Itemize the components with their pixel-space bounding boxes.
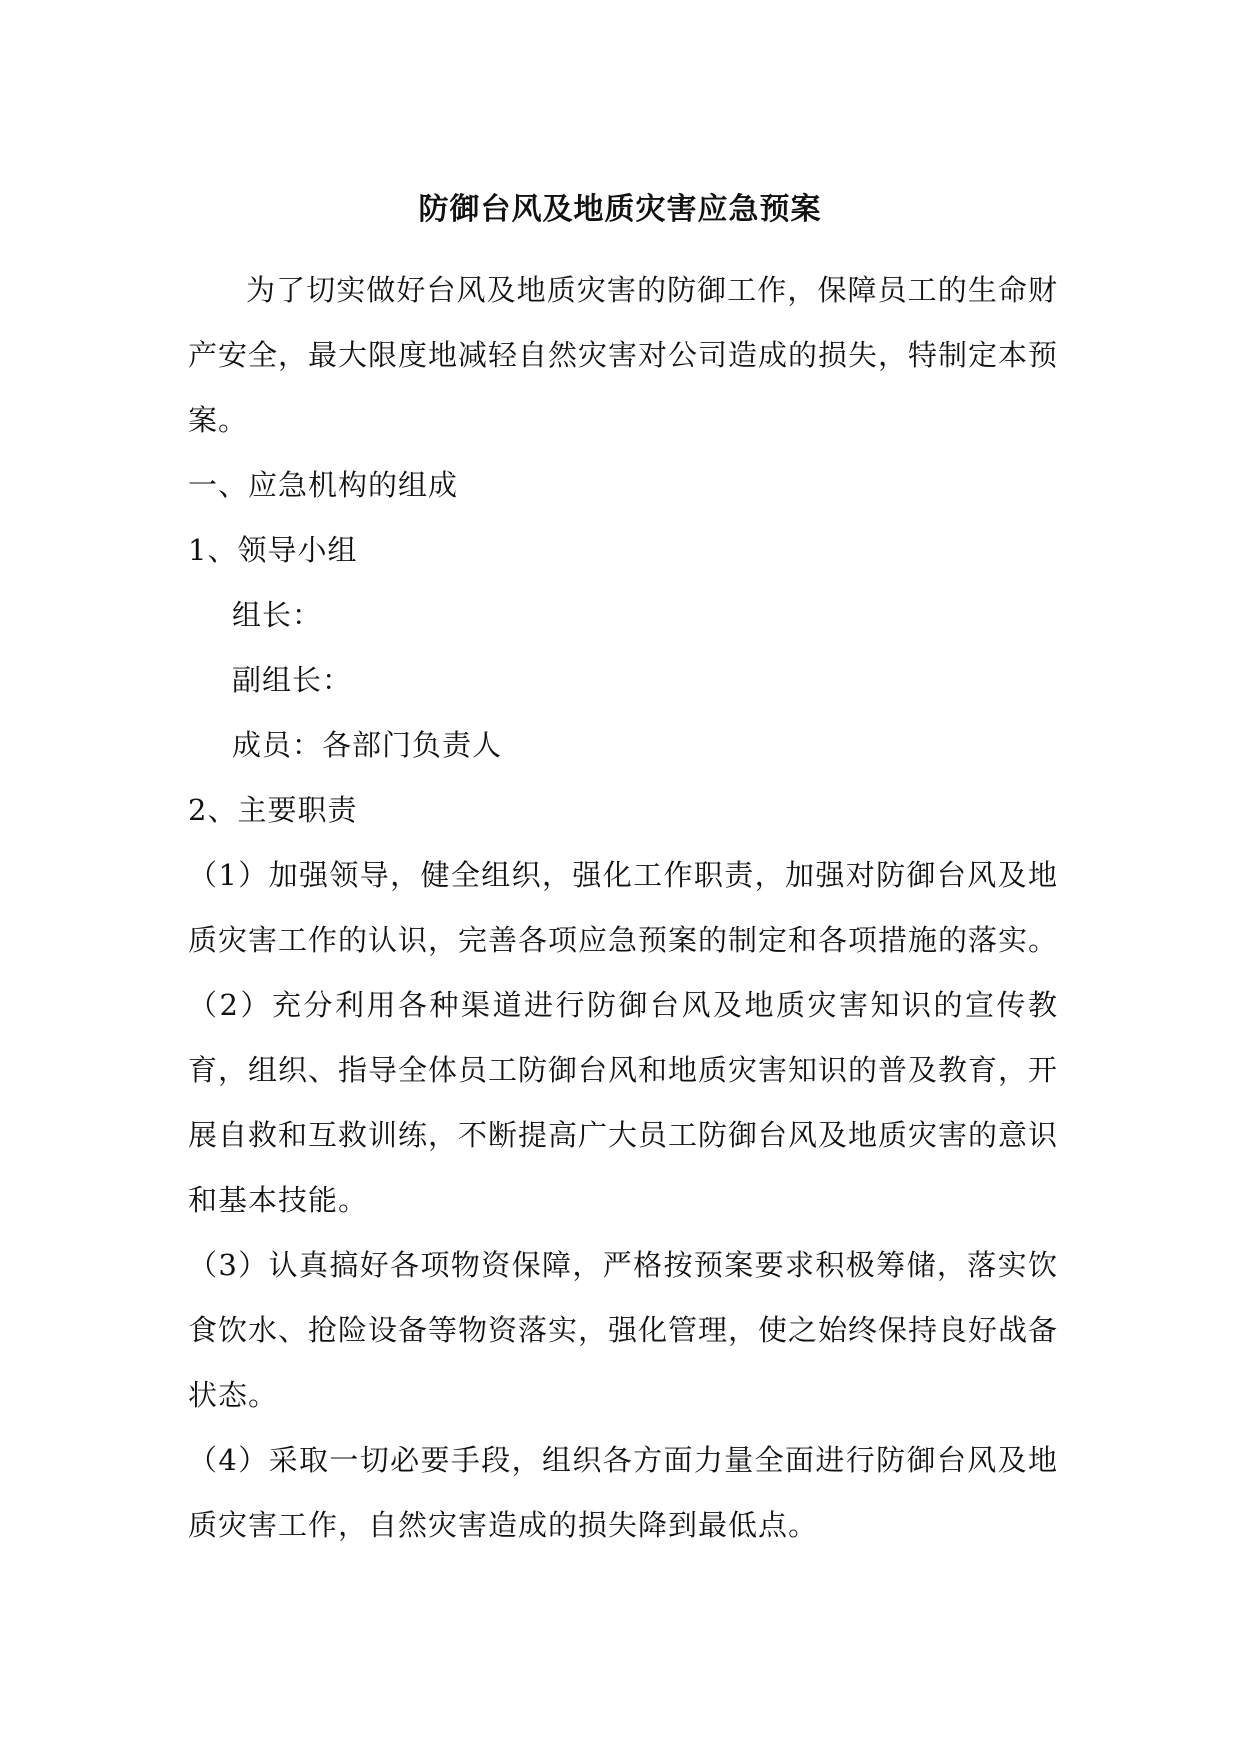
- intro-paragraph: 为了切实做好台风及地质灾害的防御工作，保障员工的生命财产安全，最大限度地减轻自然灾害对公司造成的损失，特制定本预案。: [188, 273, 1059, 437]
- subsection-heading-leadership-group: 1、领导小组: [188, 533, 358, 567]
- duty-item-1: （1）加强领导，健全组织，强化工作职责，加强对防御台风及地质灾害工作的认识，完善各项应急预案的制定和各项措施的落实。: [188, 858, 1059, 957]
- duty-item-3: （3）认真搞好各项物资保障，严格按预案要求积极筹储，落实饮食饮水、抢险设备等物资落实，强化管理，使之始终保持良好战备状态。: [188, 1248, 1059, 1412]
- document-body: [188, 258, 1058, 1558]
- duty-item-2: （2）充分利用各种渠道进行防御台风及地质灾害知识的宣传教育，组织、指导全体员工防御台风和地质灾害知识的普及教育，开展自救和互救训练，不断提高广大员工防御台风及地质灾害的意识和基本技能。: [188, 988, 1059, 1217]
- section-heading-organization: 一、应急机构的组成: [188, 468, 459, 502]
- duty-item-4: （4）采取一切必要手段，组织各方面力量全面进行防御台风及地质灾害工作，自然灾害造成的损失降到最低点。: [188, 1443, 1058, 1542]
- deputy-leader-line: 副组长：: [232, 663, 353, 697]
- leader-line: 组长：: [232, 598, 323, 632]
- members-line: 成员：各部门负责人: [232, 728, 503, 762]
- subsection-heading-main-duties: 2、主要职责: [188, 793, 358, 827]
- document-title: 防御台风及地质灾害应急预案: [418, 192, 822, 227]
